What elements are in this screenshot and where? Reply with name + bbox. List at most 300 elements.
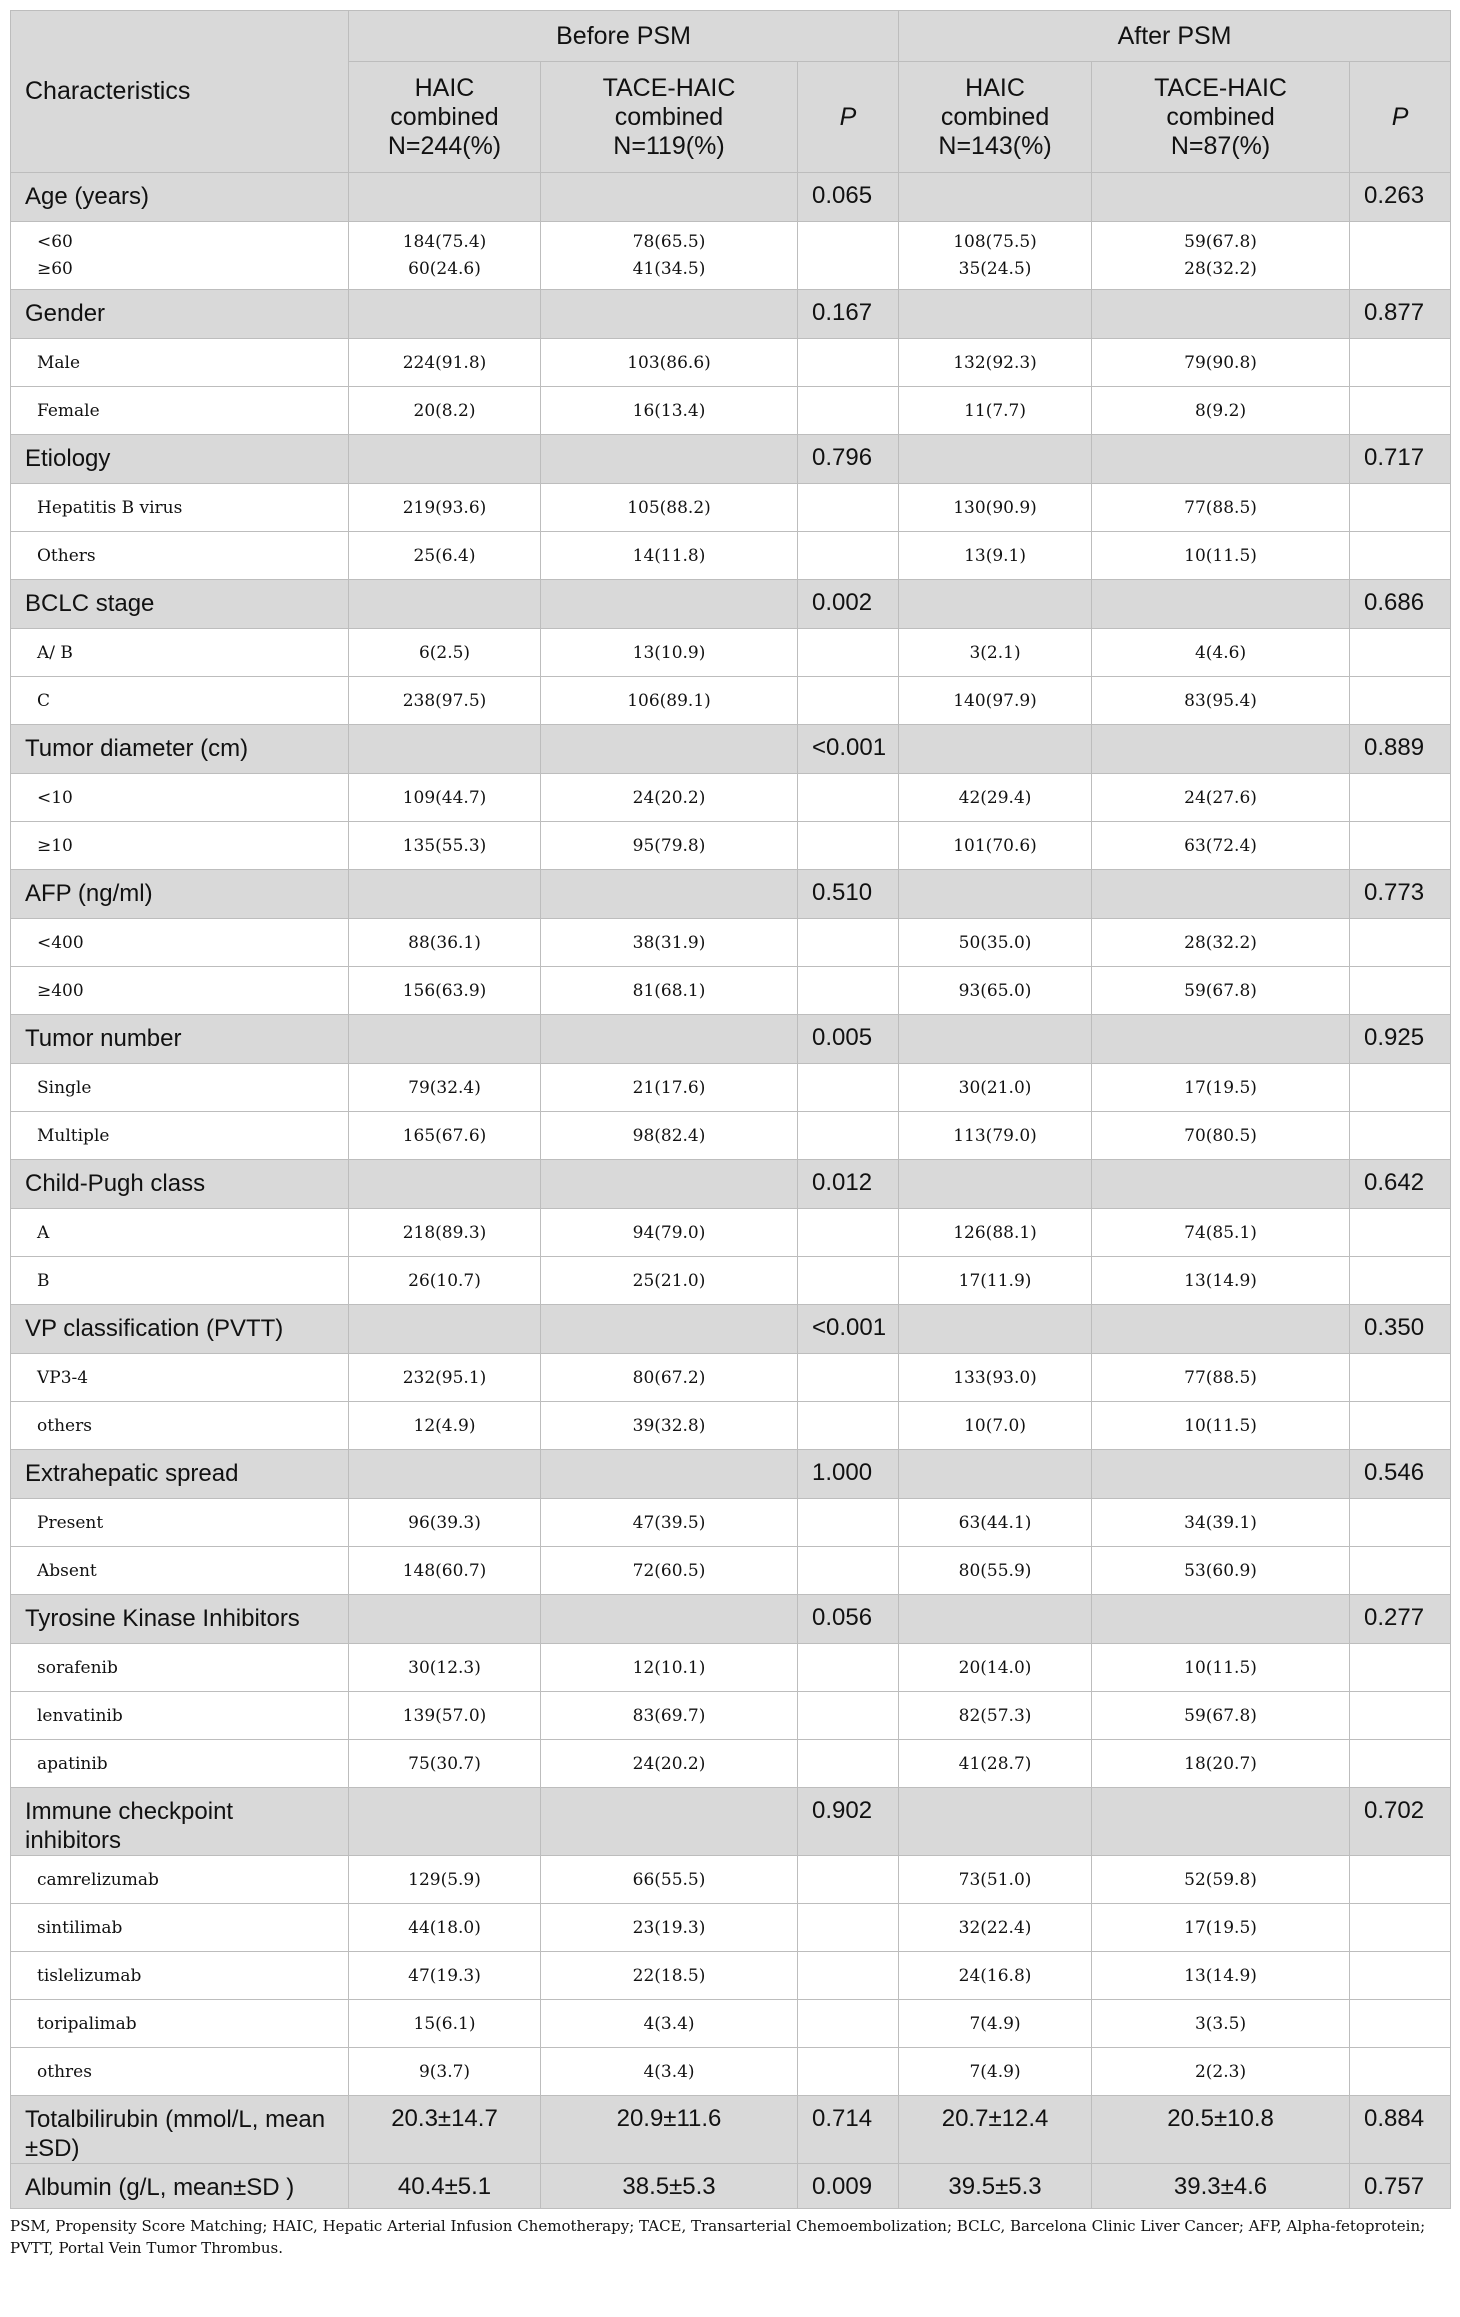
p-value-after: 0.757 [1350, 2164, 1451, 2209]
value-haic-after: 113(79.0) [899, 1112, 1092, 1160]
table-row [11, 1354, 1451, 1402]
category-label: VP classification (PVTT) [11, 1305, 349, 1354]
category-label: Extrahepatic spread [11, 1450, 349, 1499]
value-tace-haic-after: 28(32.2) [1092, 919, 1350, 967]
empty-cell [1350, 677, 1451, 725]
value-tace-haic-after: 2(2.3) [1092, 2048, 1350, 2096]
empty-cell [1350, 1904, 1451, 1952]
value-haic-before: 30(12.3) [349, 1644, 541, 1692]
value-tace-haic-after: 8(9.2) [1092, 387, 1350, 435]
empty-cell [899, 290, 1092, 339]
value-tace-haic-before: 39(32.8) [541, 1402, 798, 1450]
p-value-before: 0.714 [798, 2096, 899, 2164]
value-tace-haic-after: 59(67.8) [1092, 1692, 1350, 1740]
row-label: apatinib [11, 1740, 349, 1788]
category-label-line: inhibitors [25, 1827, 122, 1854]
p-value-before: 0.510 [798, 870, 899, 919]
table-row [11, 1904, 1451, 1952]
value-haic-before: 26(10.7) [349, 1257, 541, 1305]
table-body [11, 173, 1451, 2209]
category-row [11, 725, 1451, 774]
row-label-line: <60 [37, 231, 73, 252]
value-tace-haic-before: 4(3.4) [541, 2000, 798, 2048]
row-label: B [11, 1257, 349, 1305]
empty-cell [1092, 580, 1350, 629]
p-value-after: 0.277 [1350, 1595, 1451, 1644]
empty-cell [1350, 1952, 1451, 2000]
value-tace-haic-after: 83(95.4) [1092, 677, 1350, 725]
p-value-after: 0.884 [1350, 2096, 1451, 2164]
value-haic-before: 109(44.7) [349, 774, 541, 822]
table-row [11, 677, 1451, 725]
header-line: N=119(%) [613, 131, 725, 160]
empty-cell [798, 919, 899, 967]
empty-cell [349, 290, 541, 339]
empty-cell [349, 580, 541, 629]
value-tace-haic-after: 10(11.5) [1092, 532, 1350, 580]
value-tace-haic-after: 17(19.5) [1092, 1904, 1350, 1952]
p-value-after: 0.773 [1350, 870, 1451, 919]
category-label-line: Totalbilirubin (mmol/L, mean [25, 2106, 326, 2133]
table-row [11, 222, 1451, 290]
value-tace-haic-after: 34(39.1) [1092, 1499, 1350, 1547]
value-haic-after: 73(51.0) [899, 1856, 1092, 1904]
value-tace-haic-before-line: 78(65.5) [632, 231, 706, 252]
table-row [11, 1856, 1451, 1904]
value-haic-before: 165(67.6) [349, 1112, 541, 1160]
category-label: Tumor diameter (cm) [11, 725, 349, 774]
category-label-line: Immune checkpoint [25, 1798, 234, 1825]
p-value-after: 0.350 [1350, 1305, 1451, 1354]
value-tace-haic-before: 80(67.2) [541, 1354, 798, 1402]
header-p-after: P [1350, 62, 1451, 173]
value-tace-haic-before: 47(39.5) [541, 1499, 798, 1547]
value-tace-haic-after: 59(67.8) [1092, 967, 1350, 1015]
table-row [11, 774, 1451, 822]
value-haic-after: 20.7±12.4 [899, 2096, 1092, 2164]
value-haic-after: 42(29.4) [899, 774, 1092, 822]
empty-cell [798, 1354, 899, 1402]
empty-cell [1092, 1450, 1350, 1499]
row-label: othres [11, 2048, 349, 2096]
value-tace-haic-after: 10(11.5) [1092, 1644, 1350, 1692]
value-tace-haic-after: 18(20.7) [1092, 1740, 1350, 1788]
value-tace-haic-after: 10(11.5) [1092, 1402, 1350, 1450]
value-tace-haic-before-line: 41(34.5) [632, 258, 706, 279]
value-tace-haic-after: 3(3.5) [1092, 2000, 1350, 2048]
footnote-line: PSM, Propensity Score Matching; HAIC, Hepatic Arterial Infusion Chemotherapy; TACE, Transarterial Chemoembolization; BCLC, Barcelona Clinic Liver Cancer; AFP, Alpha-fetoprotein; [10, 2217, 1426, 2235]
row-label: <400 [11, 919, 349, 967]
empty-cell [798, 1402, 899, 1450]
value-haic-after: 50(35.0) [899, 919, 1092, 967]
empty-cell [1092, 725, 1350, 774]
empty-cell [541, 290, 798, 339]
empty-cell [899, 1450, 1092, 1499]
p-value-before: 0.167 [798, 290, 899, 339]
table-row [11, 484, 1451, 532]
p-value-before: 0.056 [798, 1595, 899, 1644]
empty-cell [541, 1015, 798, 1064]
summary-row [11, 2164, 1451, 2209]
table-row [11, 2048, 1451, 2096]
table-row [11, 532, 1451, 580]
value-tace-haic-before: 38.5±5.3 [541, 2164, 798, 2209]
value-haic-after: 82(57.3) [899, 1692, 1092, 1740]
empty-cell [899, 173, 1092, 222]
value-haic-before: 47(19.3) [349, 1952, 541, 2000]
p-value-before: 1.000 [798, 1450, 899, 1499]
header-tace-haic-before [541, 62, 798, 173]
value-haic-before: 135(55.3) [349, 822, 541, 870]
empty-cell [1350, 387, 1451, 435]
value-haic-after: 7(4.9) [899, 2048, 1092, 2096]
summary-row [11, 2096, 1451, 2164]
p-value-after: 0.925 [1350, 1015, 1451, 1064]
table-container [10, 10, 1450, 2259]
value-haic-before: 40.4±5.1 [349, 2164, 541, 2209]
value-tace-haic-before: 103(86.6) [541, 339, 798, 387]
empty-cell [798, 1644, 899, 1692]
empty-cell [798, 1740, 899, 1788]
empty-cell [349, 1450, 541, 1499]
value-haic-before: 12(4.9) [349, 1402, 541, 1450]
p-value-after: 0.877 [1350, 290, 1451, 339]
value-haic-after: 80(55.9) [899, 1547, 1092, 1595]
value-haic-before: 224(91.8) [349, 339, 541, 387]
empty-cell [1092, 435, 1350, 484]
value-tace-haic-before: 25(21.0) [541, 1257, 798, 1305]
empty-cell [1350, 339, 1451, 387]
row-label: Male [11, 339, 349, 387]
p-value-before: <0.001 [798, 725, 899, 774]
value-haic-after: 101(70.6) [899, 822, 1092, 870]
table-row [11, 629, 1451, 677]
header-line: combined [390, 102, 499, 131]
value-tace-haic-after [1092, 222, 1350, 290]
footnote [10, 2215, 1450, 2259]
row-label: A/ B [11, 629, 349, 677]
empty-cell [541, 1595, 798, 1644]
table-row [11, 1209, 1451, 1257]
value-tace-haic-before: 24(20.2) [541, 1740, 798, 1788]
empty-cell [1350, 1740, 1451, 1788]
value-haic-before: 6(2.5) [349, 629, 541, 677]
value-haic-before: 20.3±14.7 [349, 2096, 541, 2164]
empty-cell [798, 677, 899, 725]
value-haic-after: 30(21.0) [899, 1064, 1092, 1112]
value-haic-before: 20(8.2) [349, 387, 541, 435]
category-label [11, 1788, 349, 1856]
header-after-psm: After PSM [899, 11, 1451, 62]
value-haic-after: 140(97.9) [899, 677, 1092, 725]
category-row [11, 1305, 1451, 1354]
value-haic-after-line: 35(24.5) [958, 258, 1032, 279]
category-label: BCLC stage [11, 580, 349, 629]
value-haic-before: 15(6.1) [349, 2000, 541, 2048]
empty-cell [349, 173, 541, 222]
empty-cell [349, 1160, 541, 1209]
header-line: N=143(%) [938, 131, 1052, 160]
value-tace-haic-before: 13(10.9) [541, 629, 798, 677]
header-haic-after [899, 62, 1092, 173]
empty-cell [798, 1692, 899, 1740]
header-haic-before [349, 62, 541, 173]
value-haic-after-line: 108(75.5) [953, 231, 1037, 252]
empty-cell [798, 1547, 899, 1595]
value-tace-haic-after: 13(14.9) [1092, 1952, 1350, 2000]
row-label: Others [11, 532, 349, 580]
empty-cell [1350, 1644, 1451, 1692]
header-line: N=87(%) [1170, 131, 1271, 160]
empty-cell [798, 1257, 899, 1305]
value-tace-haic-before: 4(3.4) [541, 2048, 798, 2096]
value-haic-before: 148(60.7) [349, 1547, 541, 1595]
table-row [11, 1402, 1451, 1450]
empty-cell [541, 1160, 798, 1209]
value-haic-after: 93(65.0) [899, 967, 1092, 1015]
value-haic-after: 41(28.7) [899, 1740, 1092, 1788]
category-row [11, 1450, 1451, 1499]
value-haic-after: 130(90.9) [899, 484, 1092, 532]
empty-cell [541, 1305, 798, 1354]
value-tace-haic-before: 83(69.7) [541, 1692, 798, 1740]
value-tace-haic-after-line: 28(32.2) [1184, 258, 1257, 279]
value-haic-before: 44(18.0) [349, 1904, 541, 1952]
value-tace-haic-after-line: 59(67.8) [1184, 231, 1257, 252]
p-value-after: 0.717 [1350, 435, 1451, 484]
empty-cell [349, 435, 541, 484]
value-tace-haic-before [541, 222, 798, 290]
empty-cell [899, 1015, 1092, 1064]
table-row [11, 1692, 1451, 1740]
row-label: ≥10 [11, 822, 349, 870]
empty-cell [1092, 290, 1350, 339]
value-haic-before: 75(30.7) [349, 1740, 541, 1788]
table-row [11, 2000, 1451, 2048]
value-tace-haic-after: 79(90.8) [1092, 339, 1350, 387]
category-row [11, 1788, 1451, 1856]
value-haic-before: 139(57.0) [349, 1692, 541, 1740]
value-tace-haic-after: 52(59.8) [1092, 1856, 1350, 1904]
footnote-line: PVTT, Portal Vein Tumor Thrombus. [10, 2239, 284, 2257]
table-row [11, 1547, 1451, 1595]
value-tace-haic-before: 38(31.9) [541, 919, 798, 967]
category-label-line: ±SD) [25, 2135, 80, 2162]
empty-cell [1350, 2000, 1451, 2048]
empty-cell [349, 870, 541, 919]
value-tace-haic-before: 66(55.5) [541, 1856, 798, 1904]
category-row [11, 580, 1451, 629]
row-label: camrelizumab [11, 1856, 349, 1904]
value-haic-before: 79(32.4) [349, 1064, 541, 1112]
table-row [11, 1257, 1451, 1305]
row-label: A [11, 1209, 349, 1257]
category-label: AFP (ng/ml) [11, 870, 349, 919]
value-tace-haic-after: 53(60.9) [1092, 1547, 1350, 1595]
empty-cell [1350, 822, 1451, 870]
empty-cell [541, 870, 798, 919]
p-value-before: 0.002 [798, 580, 899, 629]
value-haic-before: 96(39.3) [349, 1499, 541, 1547]
empty-cell [899, 870, 1092, 919]
empty-cell [1350, 1209, 1451, 1257]
value-haic-before-line: 184(75.4) [402, 231, 487, 252]
empty-cell [798, 1112, 899, 1160]
header-line: TACE-HAIC [602, 73, 736, 102]
row-label-line: ≥60 [37, 258, 73, 279]
empty-cell [1350, 1354, 1451, 1402]
value-haic-after: 32(22.4) [899, 1904, 1092, 1952]
table-row [11, 967, 1451, 1015]
value-haic-before: 25(6.4) [349, 532, 541, 580]
value-tace-haic-after: 20.5±10.8 [1092, 2096, 1350, 2164]
empty-cell [1350, 1402, 1451, 1450]
empty-cell [899, 1305, 1092, 1354]
empty-cell [1350, 532, 1451, 580]
category-label: Child-Pugh class [11, 1160, 349, 1209]
row-label: Single [11, 1064, 349, 1112]
value-haic-after: 20(14.0) [899, 1644, 1092, 1692]
value-haic-after: 11(7.7) [899, 387, 1092, 435]
empty-cell [899, 1595, 1092, 1644]
p-value-before: 0.065 [798, 173, 899, 222]
category-row [11, 1160, 1451, 1209]
empty-cell [798, 1952, 899, 2000]
value-haic-after: 132(92.3) [899, 339, 1092, 387]
header-before-psm: Before PSM [349, 11, 899, 62]
row-label: sorafenib [11, 1644, 349, 1692]
empty-cell [1092, 1595, 1350, 1644]
value-tace-haic-before: 14(11.8) [541, 532, 798, 580]
category-label: Age (years) [11, 173, 349, 222]
value-haic-before: 238(97.5) [349, 677, 541, 725]
empty-cell [899, 435, 1092, 484]
value-tace-haic-before: 23(19.3) [541, 1904, 798, 1952]
value-tace-haic-before: 24(20.2) [541, 774, 798, 822]
value-haic-after: 10(7.0) [899, 1402, 1092, 1450]
value-tace-haic-before: 95(79.8) [541, 822, 798, 870]
p-value-after: 0.889 [1350, 725, 1451, 774]
empty-cell [349, 1788, 541, 1856]
table-row [11, 339, 1451, 387]
empty-cell [541, 1450, 798, 1499]
value-haic-after: 24(16.8) [899, 1952, 1092, 2000]
header-line: combined [940, 102, 1050, 131]
empty-cell [1092, 1160, 1350, 1209]
value-haic-after [899, 222, 1092, 290]
value-tace-haic-after: 13(14.9) [1092, 1257, 1350, 1305]
p-value-after: 0.702 [1350, 1788, 1451, 1856]
empty-cell [1350, 484, 1451, 532]
category-row [11, 1015, 1451, 1064]
empty-cell [899, 580, 1092, 629]
empty-cell [1350, 1499, 1451, 1547]
empty-cell [1350, 2048, 1451, 2096]
value-tace-haic-after: 63(72.4) [1092, 822, 1350, 870]
header-line: HAIC [965, 73, 1025, 102]
p-value-before: 0.005 [798, 1015, 899, 1064]
value-tace-haic-before: 72(60.5) [541, 1547, 798, 1595]
value-tace-haic-before: 22(18.5) [541, 1952, 798, 2000]
value-tace-haic-after: 24(27.6) [1092, 774, 1350, 822]
value-tace-haic-after: 77(88.5) [1092, 484, 1350, 532]
empty-cell [798, 1499, 899, 1547]
header-line: TACE-HAIC [1154, 73, 1287, 102]
value-tace-haic-before: 16(13.4) [541, 387, 798, 435]
value-haic-before: 88(36.1) [349, 919, 541, 967]
empty-cell [798, 1904, 899, 1952]
row-label [11, 222, 349, 290]
p-value-after: 0.546 [1350, 1450, 1451, 1499]
category-row [11, 1595, 1451, 1644]
header-characteristics: Characteristics [11, 11, 349, 173]
row-label: sintilimab [11, 1904, 349, 1952]
header-line: combined [614, 102, 724, 131]
row-label: Absent [11, 1547, 349, 1595]
value-haic-before: 218(89.3) [349, 1209, 541, 1257]
table-row [11, 822, 1451, 870]
empty-cell [798, 222, 899, 290]
empty-cell [1092, 1015, 1350, 1064]
category-label: Tyrosine Kinase Inhibitors [11, 1595, 349, 1644]
empty-cell [1350, 1547, 1451, 1595]
empty-cell [798, 339, 899, 387]
empty-cell [349, 1595, 541, 1644]
category-label: Albumin (g/L, mean±SD ) [11, 2164, 349, 2209]
row-label: C [11, 677, 349, 725]
empty-cell [1350, 919, 1451, 967]
characteristics-table [10, 10, 1451, 2209]
empty-cell [1350, 1856, 1451, 1904]
empty-cell [899, 725, 1092, 774]
empty-cell [798, 774, 899, 822]
p-value-before: 0.009 [798, 2164, 899, 2209]
value-haic-before-line: 60(24.6) [408, 258, 481, 279]
category-label: Gender [11, 290, 349, 339]
empty-cell [541, 725, 798, 774]
category-label: Tumor number [11, 1015, 349, 1064]
empty-cell [899, 1160, 1092, 1209]
value-haic-after: 13(9.1) [899, 532, 1092, 580]
category-row [11, 290, 1451, 339]
empty-cell [541, 173, 798, 222]
empty-cell [798, 1209, 899, 1257]
value-haic-after: 126(88.1) [899, 1209, 1092, 1257]
value-haic-before [349, 222, 541, 290]
value-haic-after: 133(93.0) [899, 1354, 1092, 1402]
row-label: VP3-4 [11, 1354, 349, 1402]
value-haic-after: 63(44.1) [899, 1499, 1092, 1547]
empty-cell [1350, 222, 1451, 290]
row-label: tislelizumab [11, 1952, 349, 2000]
header-tace-haic-after [1092, 62, 1350, 173]
table-row [11, 1064, 1451, 1112]
header-line: HAIC [414, 73, 475, 102]
empty-cell [1092, 1305, 1350, 1354]
empty-cell [1350, 967, 1451, 1015]
table-row [11, 1644, 1451, 1692]
value-haic-before: 232(95.1) [349, 1354, 541, 1402]
empty-cell [1092, 870, 1350, 919]
empty-cell [541, 580, 798, 629]
row-label: lenvatinib [11, 1692, 349, 1740]
empty-cell [1092, 173, 1350, 222]
empty-cell [349, 1015, 541, 1064]
header-line: N=244(%) [387, 131, 502, 160]
empty-cell [798, 532, 899, 580]
table-row [11, 387, 1451, 435]
row-label: others [11, 1402, 349, 1450]
